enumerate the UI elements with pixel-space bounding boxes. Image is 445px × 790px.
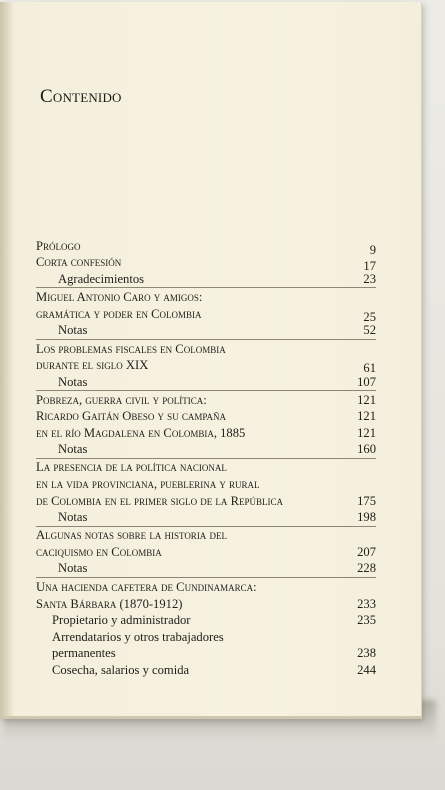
toc-entry-title: Los problemas fiscales en Colombia — [36, 341, 226, 356]
toc-entry — [36, 579, 376, 595]
toc-entry — [36, 612, 376, 628]
toc-entry-page: 107 — [357, 374, 376, 389]
toc-entry — [36, 476, 376, 492]
toc-entry-title: de Colombia en el primer siglo de la República — [36, 493, 283, 508]
toc-entry — [36, 392, 376, 408]
toc-entry — [36, 374, 376, 390]
toc-entry — [36, 645, 376, 661]
toc-entry-page: 198 — [357, 510, 376, 524]
toc-entry — [36, 560, 376, 576]
toc-entry-title: Algunas notas sobre la historia del — [36, 528, 227, 543]
toc-entry-page: 23 — [363, 271, 376, 286]
toc-entry-page: 121 — [357, 392, 376, 407]
toc-entry-title: Notas — [58, 374, 88, 389]
toc-entry-title: Miguel Antonio Caro y amigos: — [36, 290, 203, 305]
toc-entry — [36, 662, 376, 678]
toc-entry-title: Arrendatarios y otros trabajadores — [52, 629, 224, 644]
toc-entry — [36, 629, 376, 645]
toc-entry — [36, 238, 376, 257]
toc-entry-page: 121 — [357, 409, 376, 424]
toc-entry-title: Una hacienda cafetera de Cundinamarca: — [36, 579, 257, 594]
toc-entry — [36, 408, 376, 424]
page-gutter — [0, 2, 14, 716]
toc-entry-page: 228 — [357, 561, 376, 576]
toc-entry-page: 233 — [357, 596, 376, 611]
toc-entry-title: durante el siglo XIX — [36, 358, 149, 373]
toc-entry-title: gramática y poder en Colombia — [36, 306, 202, 321]
toc-entry-page: 175 — [357, 493, 376, 508]
toc-entry-title: Prólogo — [36, 239, 81, 253]
toc-entry-title: permanentes — [52, 646, 116, 661]
toc-entry-page: 244 — [357, 662, 376, 677]
toc-entry-title: Santa Bárbara (1870-1912) — [36, 596, 183, 611]
toc-entry-page: 121 — [357, 425, 376, 440]
toc-entry-page: 160 — [357, 441, 376, 456]
toc-entry-title: Notas — [58, 441, 88, 456]
toc-entry-page: 9 — [369, 243, 376, 257]
toc-entry-title: Notas — [58, 561, 88, 576]
toc-entry-title: Cosecha, salarios y comida — [52, 662, 190, 677]
toc-entry — [36, 289, 376, 305]
toc-entry — [36, 254, 376, 274]
toc-entry-title: en la vida provinciana, pueblerina y rural — [36, 477, 260, 492]
toc-entry-title: Agradecimientos — [58, 271, 145, 286]
toc-entry-title: Ricardo Gaitán Obeso y su campaña — [36, 409, 227, 424]
toc-entry — [36, 357, 376, 376]
toc-entry — [36, 322, 376, 338]
toc-entry — [36, 544, 376, 560]
toc-entry-page: 52 — [363, 323, 376, 338]
toc-entry-page: 235 — [357, 612, 376, 627]
toc-entry — [36, 271, 376, 287]
toc-entry-page: 25 — [363, 309, 376, 324]
toc-entry — [36, 306, 376, 322]
toc-entry-title: La presencia de la política nacional — [36, 460, 227, 475]
toc-entry — [36, 509, 376, 525]
toc-entry — [36, 441, 376, 457]
toc-entry-title: Notas — [58, 323, 88, 338]
toc-entry-title: Pobreza, guerra civil y política: — [36, 392, 207, 407]
toc-entry — [36, 527, 376, 543]
toc-entry-title: Corta confesión — [36, 255, 122, 270]
toc-entry — [36, 596, 376, 612]
toc-entry-page: 238 — [357, 646, 376, 661]
book-page — [0, 2, 422, 719]
contents-heading: Contenido — [40, 86, 122, 107]
toc-entry — [36, 459, 376, 475]
toc-entry — [36, 341, 376, 357]
toc-entry-page: 207 — [357, 545, 376, 560]
toc-entry-title: Notas — [58, 510, 88, 524]
toc-entry-title: caciquismo en Colombia — [36, 545, 162, 560]
toc-entry-page: 61 — [363, 361, 376, 376]
toc-entry-title: en el río Magdalena en Colombia, 1885 — [36, 425, 246, 440]
table-of-contents — [36, 238, 376, 678]
toc-entry — [36, 425, 376, 441]
toc-entry-title: Propietario y administrador — [52, 612, 191, 627]
toc-entry-page: 17 — [363, 259, 376, 274]
toc-entry — [36, 493, 376, 509]
